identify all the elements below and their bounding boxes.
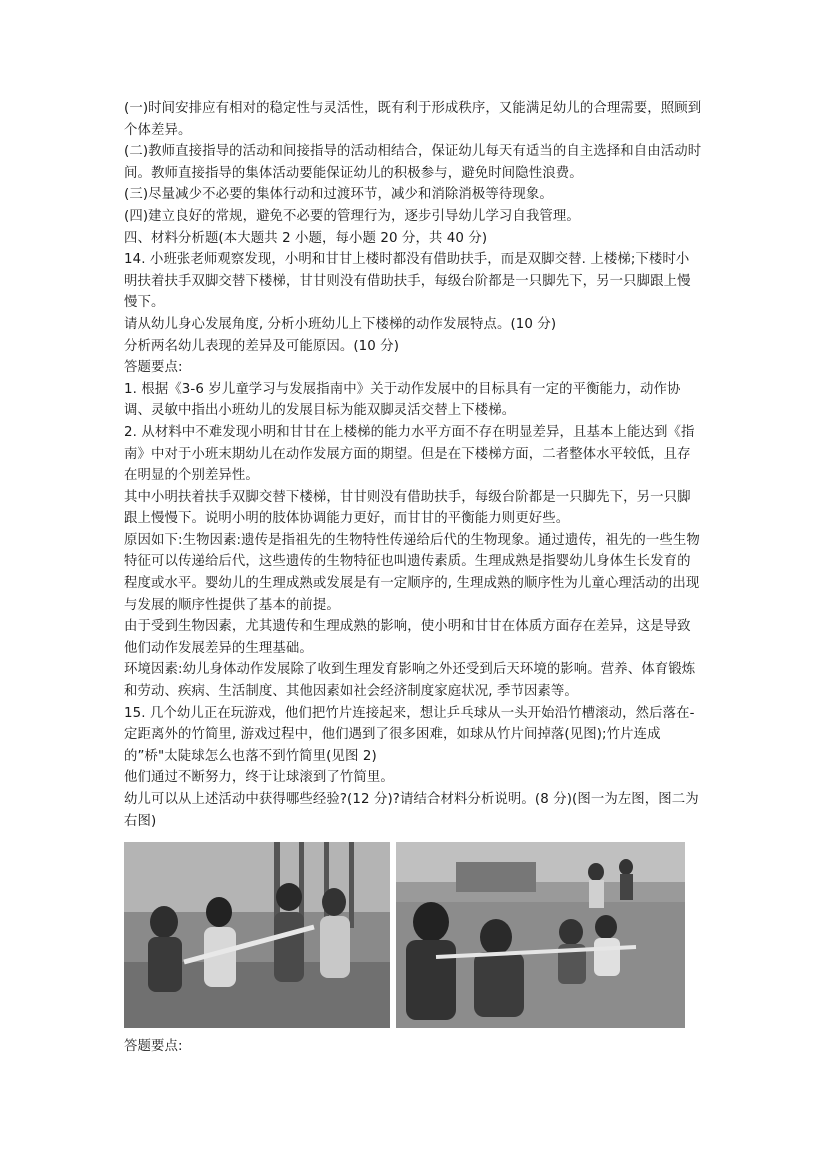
photo-right (396, 842, 685, 1028)
paragraph: (一)时间安排应有相对的稳定性与灵活性，既有利于形成秩序，又能满足幼儿的合理需要，照顾到个体差异。 (124, 101, 702, 138)
paragraph: 其中小明扶着扶手双脚交替下楼梯，甘甘则没有借助扶手，每级台阶都是一只脚先下，另一只脚跟上慢慢下。说明小明的肢体协调能力更好，而甘甘的平衡能力则更好些。 (124, 489, 691, 527)
paragraph: (二)教师直接指导的活动和间接指导的活动相结合，保证幼儿每天有适当的自主选择和自由活动时间。教师直接指导的集体活动要能保证幼儿的积极参与，避免时间隐性浪费。 (124, 144, 702, 181)
paragraph: 四、材料分析题(本大题共 2 小题，每小题 20 分，共 40 分) (124, 230, 488, 246)
paragraph: 答题要点: (124, 360, 183, 376)
paragraph: 环境因素:幼儿身体动作发展除了收到生理发育影响之外还受到后天环境的影响。营养、体育锻炼和劳动、疾病、生活制度、其他因素如社会经济制度家庭状况, 季节因素等。 (124, 662, 696, 700)
photo-strip (124, 842, 685, 1028)
paragraph: 他们通过不断努力，终于让球滚到了竹简里。 (124, 770, 394, 786)
paragraph: 15. 几个幼儿正在玩游戏，他们把竹片连接起来，想让乒乓球从一头开始沿竹槽滚动，然后落在-定距离外的竹简里, 游戏过程中，他们遇到了很多困难，如球从竹片间掉落(见图);竹片连成的”桥"太陡球怎么也落不到竹简里(见图 2) (124, 705, 695, 764)
photo-right-image (396, 842, 685, 1028)
paragraph: 1. 根据《3-6 岁儿童学习与发展指南中》关于动作发展中的目标具有一定的平衡能力，动作协调、灵敏中指出小班幼儿的发展目标为能双脚灵活交替上下楼梯。 (124, 381, 681, 419)
paragraph: 分析两名幼儿表现的差异及可能原因。(10 分) (124, 338, 400, 354)
document-page (124, 98, 702, 1058)
paragraph: 请从幼儿身心发展角度, 分析小班幼儿上下楼梯的动作发展特点。(10 分) (124, 316, 557, 332)
paragraph: 14. 小班张老师观察发现，小明和甘甘上楼时都没有借助扶手，而是双脚交替. 上楼梯;下楼时小明扶着扶手双脚交替下楼梯，甘甘则没有借助扶手，每级台阶都是一只脚先下，另一只脚跟上慢慢下。 (124, 252, 691, 311)
photo-left (124, 842, 390, 1028)
answer-heading: 答题要点: (124, 1039, 183, 1055)
paragraph: 原因如下:生物因素:遗传是指祖先的生物特性传递给后代的生物现象。通过遗传，祖先的一些生物特征可以传递给后代，这些遗传的生物特征也叫遗传素质。生理成熟是指婴幼儿身体生长发育的程度或水平。婴幼儿的生理成熟或发展是有一定顺序的, 生理成熟的顺序性为儿童心理活动的出现与发展的顺序性提供了基本的前提。 (124, 532, 700, 613)
paragraph: 2. 从材料中不难发现小明和甘甘在上楼梯的能力水平方面不存在明显差异，且基本上能达到《指南》中对于小班末期幼儿在动作发展方面的期望。但是在下楼梯方面，二者整体水平较低，且存在明显的个别差异性。 (124, 424, 695, 484)
paragraph: 由于受到生物因素，尤其遗传和生理成熟的影响，使小明和甘甘在体质方面存在差异，这是导致他们动作发展差异的生理基础。 (124, 619, 691, 656)
text-body (124, 98, 702, 832)
paragraph: (四)建立良好的常规，避免不必要的管理行为，逐步引导幼儿学习自我管理。 (124, 208, 580, 224)
paragraph: (三)尽量减少不必要的集体行动和过渡环节，减少和消除消极等待现象。 (124, 187, 553, 203)
photo-left-image (124, 842, 390, 1028)
paragraph: 幼儿可以从上述活动中获得哪些经验?(12 分)?请结合材料分析说明。(8 分)(图一为左图，图二为右图) (124, 792, 699, 829)
